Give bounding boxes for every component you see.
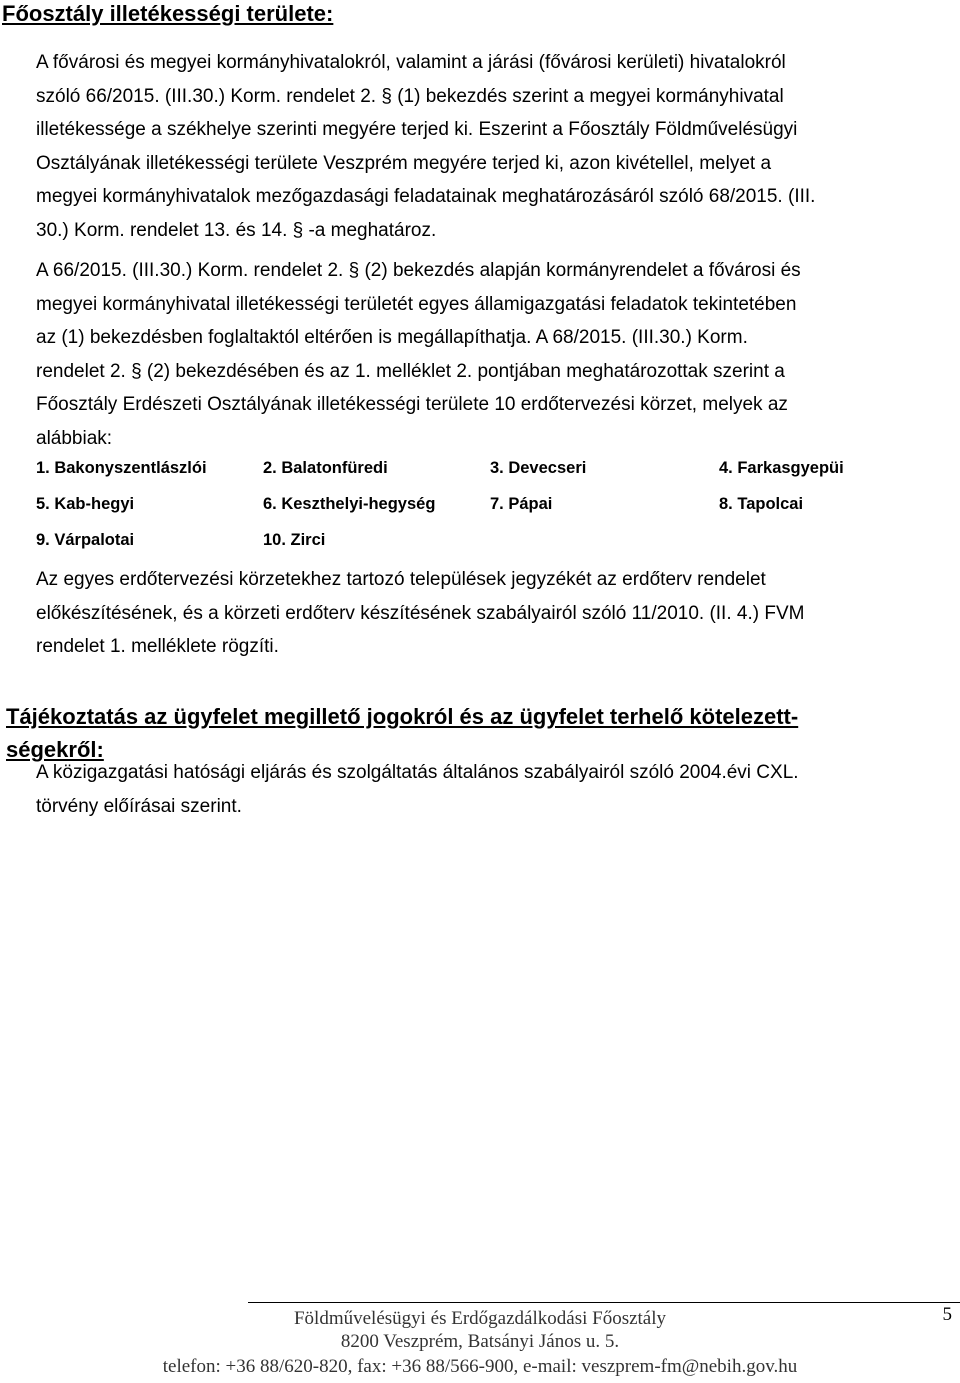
district-row — [36, 531, 916, 567]
text-line: 30.) Korm. rendelet 13. és 14. § -a meghatároz. — [36, 219, 437, 241]
text-line: illetékessége a székhelye szerinti megyére terjed ki. Eszerint a Főosztály Földművelésügyi — [36, 119, 798, 140]
district-item: 8. Tapolcai — [719, 495, 804, 513]
district-item: 10. Zirci — [263, 531, 326, 549]
district-item: 9. Várpalotai — [36, 531, 135, 549]
text-line: Főosztály Erdészeti Osztályának illetékességi területe 10 erdőtervezési körzet, melyek az — [36, 394, 788, 415]
text-line: Osztályának illetékességi területe Veszprém megyére terjed ki, azon kivétellel, melyet a — [36, 152, 772, 174]
text-line: A 66/2015. (III.30.) Korm. rendelet 2. § (2) bekezdés alapján kormányrendelet a fővárosi és — [36, 260, 801, 281]
text-line: alábbiak: — [36, 427, 113, 449]
district-item: 3. Devecseri — [490, 459, 587, 477]
paragraph-settlements — [36, 563, 936, 664]
district-item: 2. Balatonfüredi — [263, 459, 388, 477]
text-line: szóló 66/2015. (III.30.) Korm. rendelet 2. § (1) bekezdés szerint a megyei kormányhivatal — [36, 85, 784, 107]
text-line: megyei kormányhivatal illetékességi területét egyes államigazgatási feladatok tekintetében — [36, 293, 797, 315]
district-item: 1. Bakonyszentlászlói — [36, 459, 207, 477]
text-line: megyei kormányhivatalok mezőgazdasági feladatainak meghatározásáról szóló 68/2015. (III. — [36, 186, 816, 207]
text-line: rendelet 2. § (2) bekezdésében és az 1. melléklet 2. pontjában meghatározottak szerint a — [36, 360, 785, 382]
page-number: 5 — [942, 1304, 952, 1325]
district-row — [36, 459, 916, 495]
text-line: előkészítésének, és a körzeti erdőterv készítésének szabályairól szóló 11/2010. (II. 4.) FVM — [36, 602, 805, 624]
paragraph-forestry — [36, 254, 936, 455]
section-title-jurisdiction: Főosztály illetékességi területe: — [2, 1, 334, 26]
title-line: Tájékoztatás az ügyfelet megillető jogokról és az ügyfelet terhelő kötelezett- — [6, 704, 799, 729]
title-line: ségekről: — [6, 737, 104, 762]
district-item: 7. Pápai — [490, 495, 553, 513]
paragraph-client-rights — [36, 756, 936, 823]
district-item: 5. Kab-hegyi — [36, 495, 135, 513]
text-line: A közigazgatási hatósági eljárás és szolgáltatás általános szabályairól szóló 2004.évi CXL. — [36, 762, 799, 783]
text-line: Az egyes erdőtervezési körzetekhez tartozó települések jegyzékét az erdőterv rendelet — [36, 569, 766, 590]
district-item: 4. Farkasgyepüi — [719, 459, 844, 477]
footer-divider — [248, 1302, 960, 1303]
text-line: A fővárosi és megyei kormányhivatalokról, valamint a járási (fővárosi kerületi) hivatalokról — [36, 52, 786, 73]
district-item: 6. Keszthelyi-hegység — [263, 495, 436, 513]
footer-contact: telefon: +36 88/620-820, fax: +36 88/566-900, e-mail: veszprem-fm@nebih.gov.hu — [162, 1356, 798, 1377]
footer-address: 8200 Veszprém, Batsányi János u. 5. — [340, 1331, 620, 1352]
footer-org: Földművelésügyi és Erdőgazdálkodási Főosztály — [293, 1308, 667, 1329]
text-line: az (1) bekezdésben foglaltaktól eltérően is megállapíthatja. A 68/2015. (III.30.) Korm. — [36, 327, 748, 348]
text-line: törvény előírásai szerint. — [36, 795, 242, 817]
district-list — [36, 459, 916, 567]
text-line: rendelet 1. melléklete rögzíti. — [36, 636, 279, 657]
paragraph-jurisdiction — [36, 46, 936, 247]
district-row — [36, 495, 916, 531]
